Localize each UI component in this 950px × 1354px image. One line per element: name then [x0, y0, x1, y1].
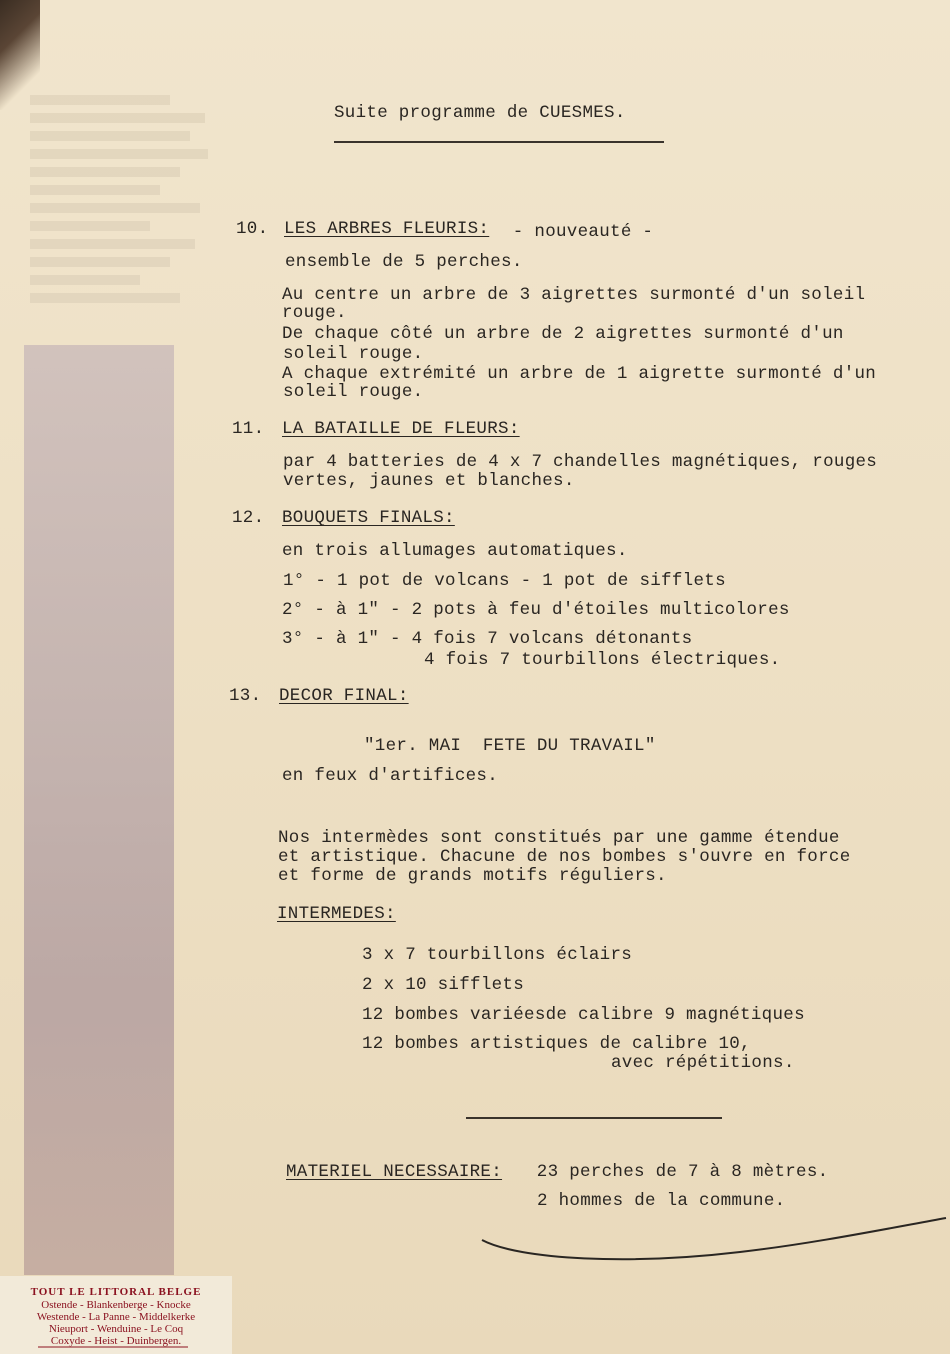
item-12-line: 1° - 1 pot de volcans - 1 pot de sifflets [283, 571, 726, 591]
footer-line: Westende - La Panne - Middelkerke [36, 1311, 196, 1323]
item-13-heading: DECOR FINAL: [279, 686, 409, 706]
item-13-line: en feux d'artifices. [282, 766, 499, 786]
item-10-line: Au centre un arbre de 3 aigrettes surmonté d'un soleil [282, 285, 866, 305]
item-10-line: A chaque extrémité un arbre de 1 aigrette surmonté d'un [282, 364, 877, 384]
materiel-line: 23 perches de 7 à 8 mètres. [526, 1162, 829, 1182]
page-title: Suite programme de CUESMES. [334, 103, 626, 123]
paragraph-line: et artistique. Chacune de nos bombes s'ouvre en force [278, 847, 851, 867]
item-10-heading-suffix: - nouveauté - [502, 222, 654, 242]
footer-title: TOUT LE LITTORAL BELGE [30, 1286, 202, 1298]
item-12-line: 3° - à 1" - 4 fois 7 volcans détonants [282, 629, 693, 649]
paragraph-line: et forme de grands motifs réguliers. [278, 866, 667, 886]
intermedes-line: 12 bombes artistiques de calibre 10, [362, 1034, 751, 1054]
item-10-number: 10. [236, 219, 269, 239]
item-10-line: soleil rouge. [283, 382, 424, 402]
item-11-number: 11. [232, 419, 265, 439]
item-10-line: ensemble de 5 perches. [285, 252, 523, 272]
footer-stamp [0, 1276, 232, 1354]
intermedes-line: 3 x 7 tourbillons éclairs [362, 945, 633, 965]
footer-line: Nieuport - Wenduine - Le Coq [48, 1323, 184, 1335]
signature-stroke [480, 1210, 950, 1270]
paper-corner-shadow [0, 0, 40, 110]
item-10-line: rouge. [282, 303, 347, 323]
section-rule [466, 1117, 722, 1119]
intermedes-heading: INTERMEDES: [277, 904, 396, 924]
item-13-number: 13. [229, 686, 262, 706]
materiel-label: MATERIEL NECESSAIRE: [286, 1162, 503, 1182]
materiel-line: 2 hommes de la commune. [537, 1191, 786, 1211]
item-12-line: 2° - à 1" - 2 pots à feu d'étoiles multicolores [282, 600, 790, 620]
paragraph-line: Nos intermèdes sont constitués par une gamme étendue [278, 828, 840, 848]
intermedes-line: avec répétitions. [611, 1053, 795, 1073]
intermedes-line: 2 x 10 sifflets [362, 975, 525, 995]
item-11-line: par 4 batteries de 4 x 7 chandelles magnétiques, rouges [283, 452, 878, 472]
item-11-heading: LA BATAILLE DE FLEURS: [282, 419, 520, 439]
item-13-line: "1er. MAI FETE DU TRAVAIL" [364, 736, 656, 756]
title-rule [334, 141, 664, 143]
footer-line: Coxyde - Heist - Duinbergen. [50, 1335, 182, 1347]
item-12-line: 4 fois 7 tourbillons électriques. [424, 650, 781, 670]
item-11-line: vertes, jaunes et blanches. [283, 471, 575, 491]
item-12-heading: BOUQUETS FINALS: [282, 508, 455, 528]
item-10-line: soleil rouge. [283, 344, 424, 364]
item-12-line: en trois allumages automatiques. [282, 541, 628, 561]
footer-line: Ostende - Blankenberge - Knocke [41, 1299, 191, 1311]
intermedes-line: 12 bombes variéesde calibre 9 magnétiques [362, 1005, 805, 1025]
show-through-side-illustration [24, 345, 174, 1275]
item-10-line: De chaque côté un arbre de 2 aigrettes surmonté d'un [282, 324, 844, 344]
show-through-letterhead [30, 95, 220, 311]
footer-cut-text [38, 1346, 188, 1354]
item-10-heading: LES ARBRES FLEURIS: [284, 219, 490, 239]
item-12-number: 12. [232, 508, 265, 528]
